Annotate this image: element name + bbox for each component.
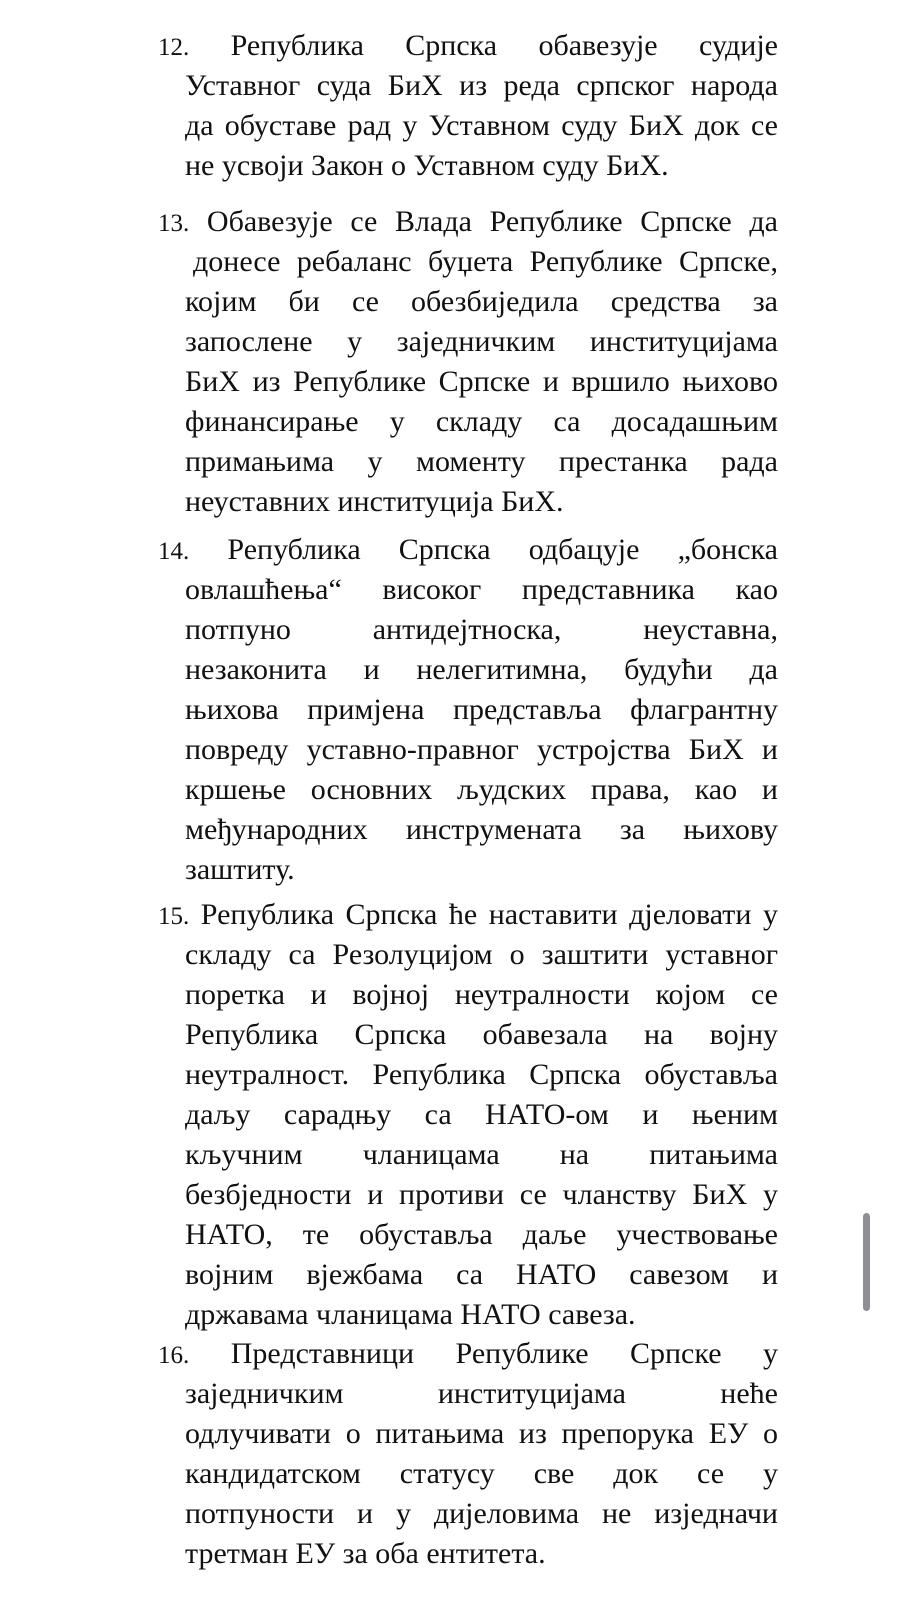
- item-13-line-6: финансирање у складу са досадашњим: [185, 405, 778, 438]
- item-15-line-4: Република Српска обавезала на војну: [185, 1018, 778, 1051]
- item-13-line-1: 13. Обавезује се Влада Републике Српске да: [158, 205, 778, 238]
- list-item-12: [158, 26, 778, 186]
- scrollbar-thumb[interactable]: [863, 1213, 870, 1311]
- item-15-line-3: поретка и војној неутралности којом се: [185, 978, 778, 1011]
- item-16-line-3: одлучивати о питањима из препорука ЕУ о: [185, 1417, 778, 1450]
- list-item-15: [158, 895, 778, 1335]
- item-13-line-7: примањима у моменту престанка рада: [185, 445, 778, 478]
- item-14-number: 14.: [158, 538, 190, 565]
- item-12-line-4: не усвоји Закон о Уставном суду БиХ.: [185, 149, 669, 182]
- item-15-line-2: складу са Резолуцијом о заштити уставног: [185, 938, 778, 971]
- item-15-line-6: даљу сарадњу са НАТО-ом и њеним: [185, 1098, 778, 1131]
- item-16-line-5: потпуности и у дијеловима не изједначи: [185, 1497, 778, 1530]
- item-14-line-4: незаконита и нелегитимна, будући да: [185, 653, 778, 686]
- item-12-line-1: 12. Република Српска обавезује судије: [158, 29, 778, 62]
- item-15-line-7: кључним чланицама на питањима: [185, 1138, 778, 1171]
- item-12-line-3: да обуставе рад у Уставном суду БиХ док се: [185, 109, 778, 142]
- item-13-line-5: БиХ из Републике Српске и вршило њихово: [185, 365, 778, 398]
- item-15-line-11: државама чланицама НАТО савеза.: [185, 1298, 636, 1331]
- item-15-line-9: НАТО, те обуставља даље учествовање: [185, 1218, 778, 1251]
- item-16-line-4: кандидатском статусу све док се у: [185, 1457, 778, 1490]
- item-14-line-8: међународних инструмената за њихову: [185, 813, 778, 846]
- item-13-line-2: донесе ребаланс буџета Републике Српске,: [193, 245, 778, 278]
- item-15-line-10: војним вјежбама са НАТО савезом и: [185, 1258, 778, 1291]
- item-14-line-9: заштиту.: [185, 853, 295, 886]
- item-16-line-6: третман ЕУ за оба ентитета.: [185, 1537, 546, 1570]
- item-15-line-1: 15. Република Српска ће наставити дјеловати у: [158, 898, 778, 931]
- item-14-line-5: њихова примјена представља флагрантну: [185, 693, 778, 726]
- item-14-line-7: кршење основних људских права, као и: [185, 773, 778, 806]
- list-item-13: [158, 202, 778, 522]
- item-13-line-3: којим би се обезбиједила средства за: [185, 285, 778, 318]
- item-16-line-2: заједничким институцијама неће: [185, 1377, 778, 1410]
- item-14-line-2: овлашћења“ високог представника као: [185, 573, 778, 606]
- item-16-line-1: 16. Представници Републике Српске у: [158, 1337, 778, 1370]
- item-14-line-6: повреду уставно-правног устројства БиХ и: [185, 733, 778, 766]
- item-12-number: 12.: [158, 34, 190, 61]
- list-item-16: [158, 1334, 778, 1574]
- item-13-line-8: неуставних институција БиХ.: [185, 485, 564, 518]
- item-13-line-4: запослене у заједничким институцијама: [185, 325, 778, 358]
- item-15-line-5: неутралност. Република Српска обуставља: [185, 1058, 778, 1091]
- item-15-number: 15.: [158, 903, 190, 930]
- item-13-number: 13.: [158, 210, 190, 237]
- item-16-number: 16.: [158, 1342, 190, 1369]
- item-14-line-1: 14. Република Српска одбацује „бонска: [158, 533, 778, 566]
- list-item-14: [158, 530, 778, 890]
- item-12-line-2: Уставног суда БиХ из реда српског народа: [185, 69, 778, 102]
- item-15-line-8: безбједности и противи се чланству БиХ у: [185, 1178, 778, 1211]
- item-14-line-3: потпуно антидејтноска, неуставна,: [185, 613, 778, 646]
